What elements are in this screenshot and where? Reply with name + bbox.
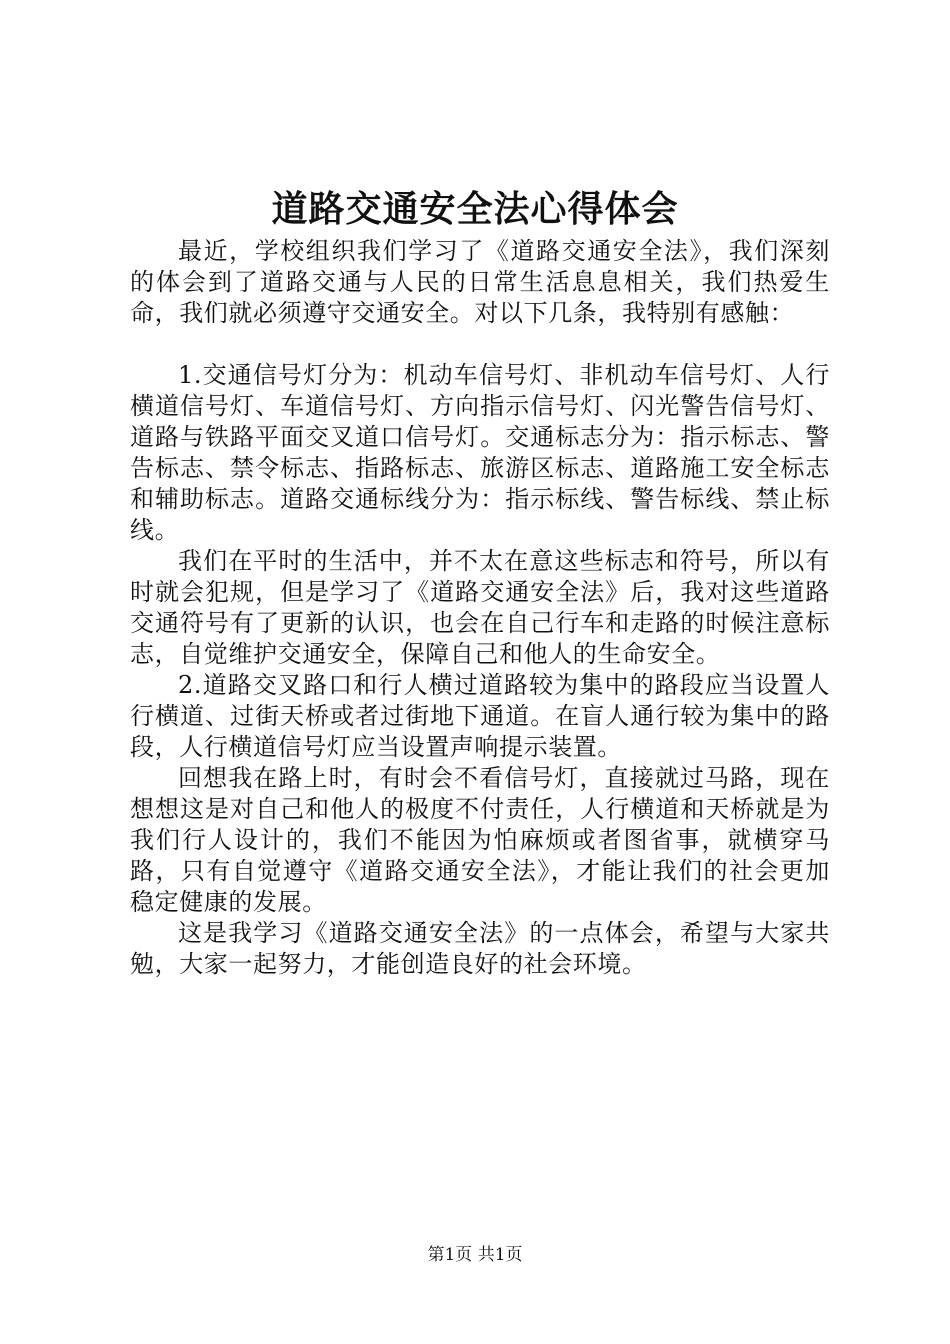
- paragraph-point-1: 1.交通信号灯分为：机动车信号灯、非机动车信号灯、人行横道信号灯、车道信号灯、方向指示信号灯、闪光警告信号灯、道路与铁路平面交叉道口信号灯。交通标志分为：指示标志、警告标志、禁令标志、指路标志、旅游区标志、道路施工安全标志和辅助标志。道路交通标线分为：指示标线、警告标线、禁止标线。: [130, 361, 830, 544]
- paragraph-reflection-2: 回想我在路上时，有时会不看信号灯，直接就过马路，现在想想这是对自己和他人的极度不付责任，人行横道和天桥就是为我们行人设计的，我们不能因为怕麻烦或者图省事，就横穿马路，只有自觉遵守《道路交通安全法》，才能让我们的社会更加稳定健康的发展。: [130, 764, 830, 916]
- paragraph-gap: [130, 329, 830, 360]
- paragraph-intro: 最近，学校组织我们学习了《道路交通安全法》，我们深刻的体会到了道路交通与人民的日常生活息息相关，我们热爱生命，我们就必须遵守交通安全。对以下几条，我特别有感触：: [130, 237, 830, 327]
- page-footer: 第1页 共1页: [427, 1245, 523, 1265]
- document-title: 道路交通安全法心得体会: [271, 188, 679, 230]
- paragraph-point-2: 2.道路交叉路口和行人横过道路较为集中的路段应当设置人行横道、过街天桥或者过街地下通道。在盲人通行较为集中的路段，人行横道信号灯应当设置声响提示装置。: [130, 671, 830, 761]
- paragraph-conclusion: 这是我学习《道路交通安全法》的一点体会，希望与大家共勉，大家一起努力，才能创造良好的社会环境。: [130, 919, 830, 978]
- paragraph-reflection-1: 我们在平时的生活中，并不太在意这些标志和符号，所以有时就会犯规，但是学习了《道路交通安全法》后，我对这些道路交通符号有了更新的认识，也会在自己行车和走路的时候注意标志，自觉维护交通安全，保障自己和他人的生命安全。: [130, 547, 830, 668]
- document-body: [130, 236, 830, 980]
